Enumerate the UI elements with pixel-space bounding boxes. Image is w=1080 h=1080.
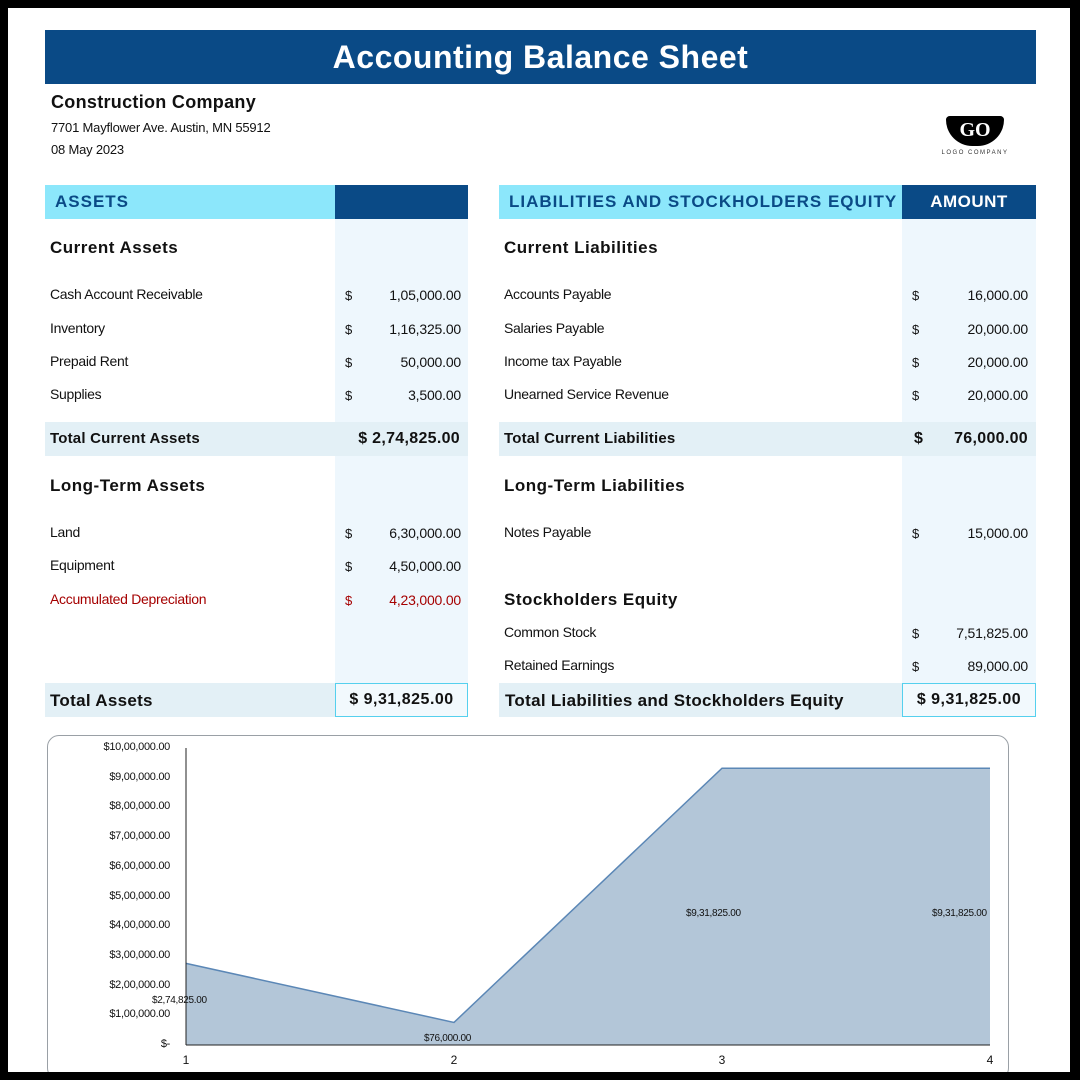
assets-amount-header	[335, 185, 468, 219]
equity-item-amount: 7,51,825.00	[956, 625, 1028, 641]
company-name: Construction Company	[51, 92, 257, 112]
chart-plot	[48, 736, 1010, 1072]
equity-item-amount: 89,000.00	[967, 658, 1028, 674]
total-liabilities-amount: $ 9,31,825.00	[902, 683, 1036, 717]
total-current-assets-amount: $ 2,74,825.00	[358, 430, 460, 447]
balance-sheet-page	[8, 8, 1070, 1072]
total-liabilities-label: Total Liabilities and Stockholders Equity	[505, 691, 844, 710]
data-label: $9,31,825.00	[686, 908, 741, 920]
asset-item-amount: 1,16,325.00	[389, 321, 461, 337]
liability-item-label: Unearned Service Revenue	[504, 386, 669, 402]
data-label: $9,31,825.00	[932, 908, 987, 920]
asset-item-label: Prepaid Rent	[50, 353, 129, 369]
total-current-liabilities-amount: 76,000.00	[954, 430, 1028, 447]
asset-item-currency: $	[345, 288, 353, 303]
y-tick-label: $4,00,000.00	[109, 919, 170, 932]
current-assets-title: Current Assets	[50, 238, 179, 257]
asset-item-label: Supplies	[50, 386, 102, 402]
assets-header: ASSETS	[45, 185, 335, 219]
liability-item-amount: 20,000.00	[967, 387, 1028, 403]
y-tick-label: $-	[160, 1038, 170, 1050]
total-assets-label: Total Assets	[50, 691, 153, 710]
liability-item-currency: $	[912, 322, 920, 337]
longterm-liabilities-title: Long-Term Liabilities	[504, 476, 686, 495]
asset-item-label: Cash Account Receivable	[50, 286, 203, 302]
y-tick-label: $2,00,000.00	[109, 978, 170, 991]
asset-item-amount: 6,30,000.00	[389, 525, 461, 541]
total-current-liabilities-label: Total Current Liabilities	[504, 430, 676, 447]
y-tick-label: $3,00,000.00	[109, 948, 170, 961]
x-tick-label: 4	[986, 1053, 994, 1067]
equity-item-label: Retained Earnings	[504, 657, 615, 673]
total-assets-amount: $ 9,31,825.00	[335, 683, 468, 717]
data-label: $76,000.00	[424, 1033, 472, 1044]
equity-item-label: Common Stock	[504, 624, 597, 640]
asset-item-amount: 4,23,000.00	[389, 592, 461, 608]
asset-item-currency: $	[345, 559, 353, 574]
liabilities-header: LIABILITIES AND STOCKHOLDERS EQUITY	[499, 185, 902, 219]
y-tick-label: $1,00,000.00	[109, 1008, 170, 1021]
current-liabilities-title: Current Liabilities	[504, 238, 659, 257]
liability-item-currency: $	[912, 526, 920, 541]
asset-item-currency: $	[345, 526, 353, 541]
asset-item-currency: $	[345, 355, 353, 370]
asset-item-amount: 3,500.00	[408, 387, 461, 403]
y-tick-label: $5,00,000.00	[109, 889, 170, 902]
y-tick-label: $7,00,000.00	[109, 830, 170, 843]
y-tick-label: $9,00,000.00	[109, 770, 170, 783]
amount-header: AMOUNT	[902, 185, 1036, 219]
liability-item-currency: $	[912, 288, 920, 303]
area-chart	[47, 735, 1009, 1072]
sheet-date: 08 May 2023	[51, 142, 124, 157]
x-tick-label: 1	[182, 1053, 190, 1067]
stockholders-equity-title: Stockholders Equity	[504, 590, 678, 609]
equity-item-currency: $	[912, 659, 920, 674]
x-tick-label: 3	[718, 1053, 726, 1067]
asset-item-amount: 4,50,000.00	[389, 558, 461, 574]
asset-item-currency: $	[345, 593, 353, 608]
equity-item-currency: $	[912, 626, 920, 641]
y-tick-label: $8,00,000.00	[109, 800, 170, 813]
logo-badge: GO	[946, 116, 1004, 146]
company-logo	[928, 116, 1022, 156]
logo-text: LOGO COMPANY	[941, 150, 1009, 156]
liability-item-amount: 16,000.00	[967, 287, 1028, 303]
longterm-assets-title: Long-Term Assets	[50, 476, 206, 495]
asset-item-label: Inventory	[50, 320, 105, 336]
asset-item-amount: 50,000.00	[400, 354, 461, 370]
asset-item-currency: $	[345, 322, 353, 337]
asset-item-label: Equipment	[50, 557, 115, 573]
liability-item-label: Accounts Payable	[504, 286, 612, 302]
x-tick-label: 2	[450, 1053, 458, 1067]
area-series	[186, 768, 990, 1045]
total-current-assets-label: Total Current Assets	[50, 430, 200, 447]
liability-item-label: Notes Payable	[504, 524, 592, 540]
data-label: $2,74,825.00	[152, 995, 207, 1007]
page-title: Accounting Balance Sheet	[45, 30, 1036, 84]
total-current-liabilities-currency: $	[914, 430, 924, 447]
liability-item-label: Salaries Payable	[504, 320, 605, 336]
asset-item-currency: $	[345, 388, 353, 403]
liability-item-label: Income tax Payable	[504, 353, 622, 369]
y-tick-label: $10,00,000.00	[103, 741, 170, 753]
company-address: 7701 Mayflower Ave. Austin, MN 55912	[51, 120, 271, 135]
y-tick-label: $6,00,000.00	[109, 859, 170, 872]
liability-item-currency: $	[912, 355, 920, 370]
liability-item-amount: 15,000.00	[967, 525, 1028, 541]
asset-item-label: Land	[50, 524, 80, 540]
asset-item-label: Accumulated Depreciation	[50, 591, 207, 607]
liability-item-amount: 20,000.00	[967, 354, 1028, 370]
liability-item-amount: 20,000.00	[967, 321, 1028, 337]
asset-item-amount: 1,05,000.00	[389, 287, 461, 303]
liability-item-currency: $	[912, 388, 920, 403]
